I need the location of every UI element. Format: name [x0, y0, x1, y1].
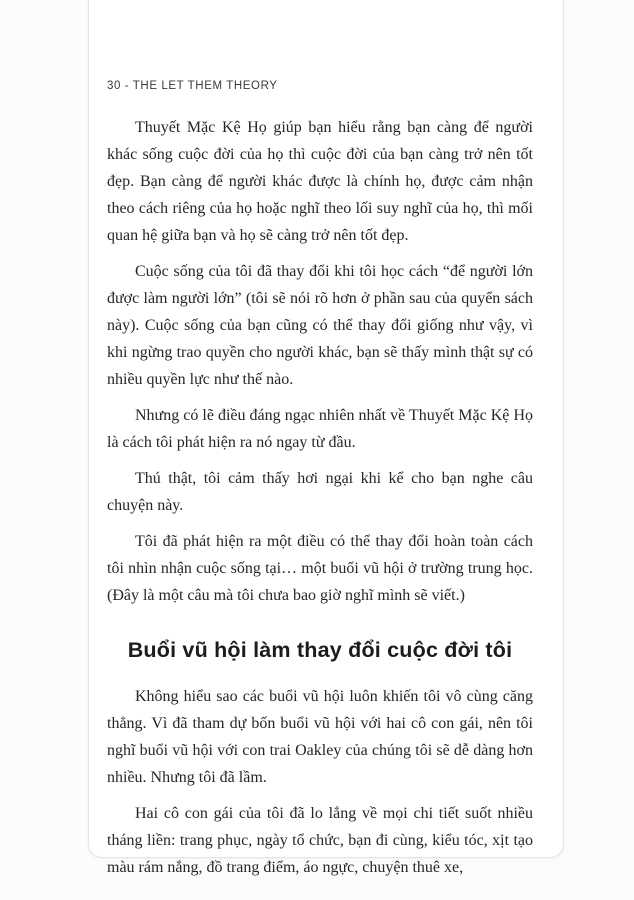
running-header: 30 - THE LET THEM THEORY [107, 80, 278, 92]
paragraph: Thuyết Mặc Kệ Họ giúp bạn hiểu rằng bạn càng để người khác sống cuộc đời của họ thì cuộc đời của bạn càng trở nên tốt đẹp. Bạn càng để người khác được là chính họ, được cảm nhận theo cách riêng của họ hoặc nghĩ theo lối suy nghĩ của họ, thì mối quan hệ giữa bạn và họ sẽ càng trở nên tốt đẹp. [107, 119, 533, 244]
paragraph: Cuộc sống của tôi đã thay đổi khi tôi học cách “để người lớn được làm người lớn” (tôi sẽ nói rõ hơn ở phần sau của quyển sách này). Cuộc sống của bạn cũng có thể thay đổi giống như vậy, vì khi ngừng trao quyền cho người khác, bạn sẽ thấy mình thật sự có nhiều quyền lực như thế nào. [107, 263, 533, 388]
paragraph: Thú thật, tôi cảm thấy hơi ngại khi kể cho bạn nghe câu chuyện này. [107, 470, 533, 514]
paragraph: Nhưng có lẽ điều đáng ngạc nhiên nhất về Thuyết Mặc Kệ Họ là cách tôi phát hiện ra nó ngay từ đầu. [107, 407, 533, 451]
paragraph: Tôi đã phát hiện ra một điều có thể thay đổi hoàn toàn cách tôi nhìn nhận cuộc sống tại… một buổi vũ hội ở trường trung học. (Đây là một câu mà tôi chưa bao giờ nghĩ mình sẽ viết.) [107, 533, 533, 604]
section-heading: Buổi vũ hội làm thay đổi cuộc đời tôi [127, 638, 513, 662]
page-body [107, 114, 533, 881]
book-page [88, 0, 564, 876]
paragraph: Không hiểu sao các buổi vũ hội luôn khiến tôi vô cùng căng thẳng. Vì đã tham dự bốn buổi vũ hội với hai cô con gái, nên tôi nghĩ buổi vũ hội với con trai Oakley của chúng tôi sẽ dễ dàng hơn nhiều. Nhưng tôi đã lầm. [107, 687, 533, 786]
paragraph: Hai cô con gái của tôi đã lo lắng về mọi chi tiết suốt nhiều tháng liền: trang phục, ngày tổ chức, bạn đi cùng, kiểu tóc, xịt tạo màu rám nắng, đồ trang điểm, áo ngực, chuyện thuê xe, [107, 804, 533, 876]
